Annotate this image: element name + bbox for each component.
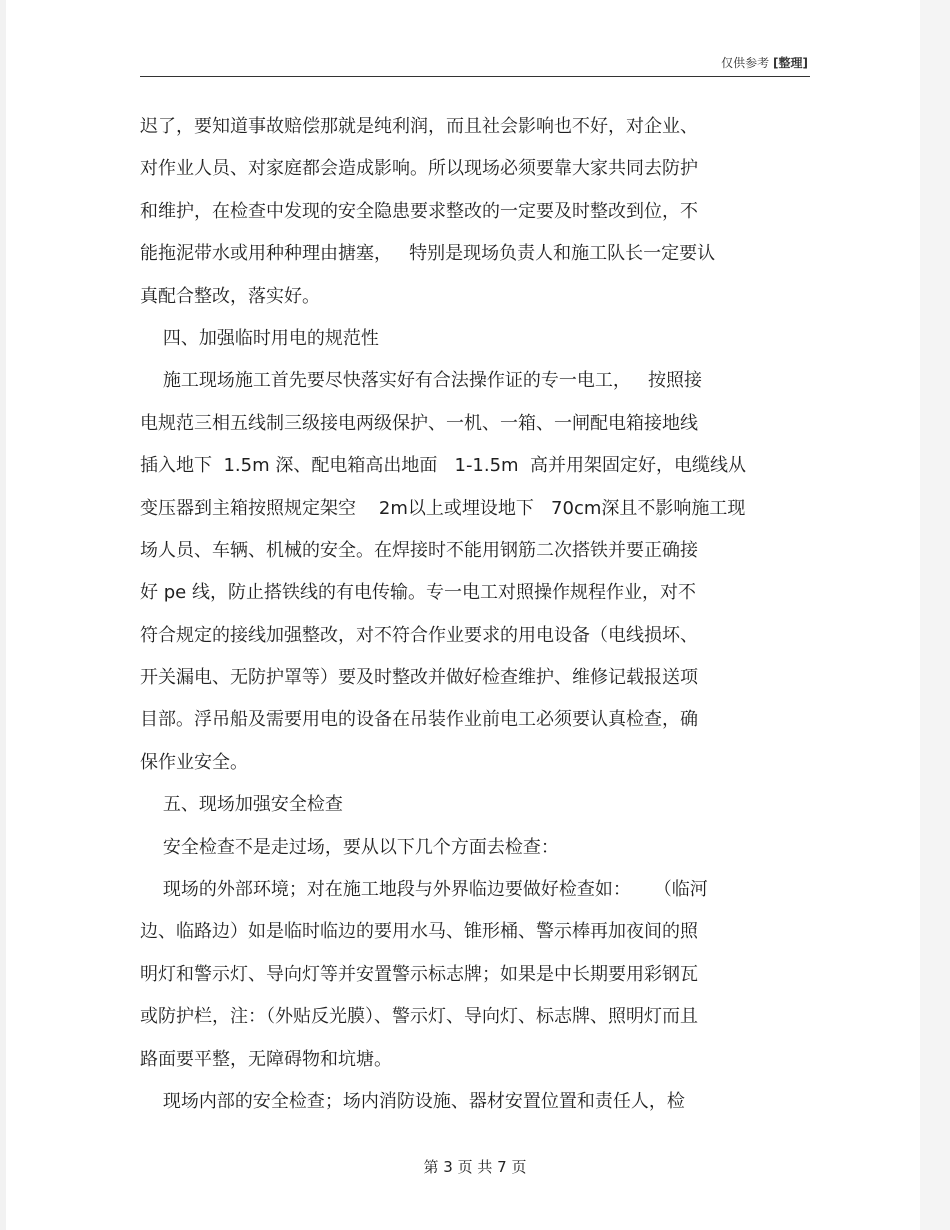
body-line: 施工现场施工首先要尽快落实好有合法操作证的专一电工， 按照接 — [140, 370, 703, 392]
body-line: 场人员、车辆、机械的安全。在焊接时不能用钢筋二次搭铁并要正确接 — [140, 539, 698, 561]
body-line: 符合规定的接线加强整改，对不符合作业要求的用电设备（电线损坏、 — [140, 624, 698, 646]
body-line: 插入地下 1.5m 深、配电箱高出地面 1-1.5m 高并用架固定好，电缆线从 — [140, 455, 747, 477]
body-line: 现场内部的安全检查；场内消防设施、器材安置位置和责任人，检 — [140, 1090, 685, 1112]
body-line: 安全检查不是走过场，要从以下几个方面去检查： — [140, 836, 559, 858]
body-line: 好 pe 线，防止搭铁线的有电传输。专一电工对照操作规程作业，对不 — [140, 582, 696, 604]
body-line: 变压器到主箱按照规定架空 2m以上或埋设地下 70cm深且不影响施工现 — [140, 497, 746, 519]
body-line: 真配合整改，落实好。 — [140, 285, 320, 307]
body-line: 开关漏电、无防护罩等）要及时整改并做好检查维护、维修记载报送项 — [140, 667, 698, 689]
header-bracket-text: [整理] — [773, 56, 808, 70]
body-line: 电规范三相五线制三级接电两级保护、一机、一箱、一闸配电箱接地线 — [140, 412, 698, 434]
body-line: 明灯和警示灯、导向灯等并安置警示标志牌；如果是中长期要用彩钢瓦 — [140, 963, 698, 985]
body-line: 路面要平整，无障碍物和坑塘。 — [140, 1048, 392, 1070]
page-footer — [0, 1156, 950, 1177]
body-line: 保作业安全。 — [140, 751, 248, 773]
body-line: 能拖泥带水或用种种理由搪塞， 特别是现场负责人和施工队长一定要认 — [140, 243, 716, 265]
document-body — [140, 106, 820, 1123]
body-line: 或防护栏，注：（外贴反光膜）、警示灯、导向灯、标志牌、照明灯而且 — [140, 1006, 698, 1028]
page-number: 第 3 页 共 7 页 — [423, 1158, 527, 1176]
body-line: 对作业人员、对家庭都会造成影响。所以现场必须要靠大家共同去防护 — [140, 158, 698, 180]
body-line: 和维护，在检查中发现的安全隐患要求整改的一定要及时整改到位，不 — [140, 200, 698, 222]
body-line: 现场的外部环境；对在施工地段与外界临边要做好检查如： （临河 — [140, 879, 708, 901]
header-note-text: 仅供参考 — [721, 56, 770, 70]
body-line: 边、临路边）如是临时临边的要用水马、锥形桶、警示棒再加夜间的照 — [140, 921, 698, 943]
section-heading: 五、现场加强安全检查 — [140, 794, 343, 816]
header-note — [721, 54, 808, 71]
page-header — [140, 54, 810, 77]
body-line: 目部。浮吊船及需要用电的设备在吊装作业前电工必须要认真检查，确 — [140, 709, 698, 731]
section-heading: 四、加强临时用电的规范性 — [140, 327, 379, 349]
body-line: 迟了，要知道事故赔偿那就是纯利润，而且社会影响也不好，对企业、 — [140, 116, 698, 137]
